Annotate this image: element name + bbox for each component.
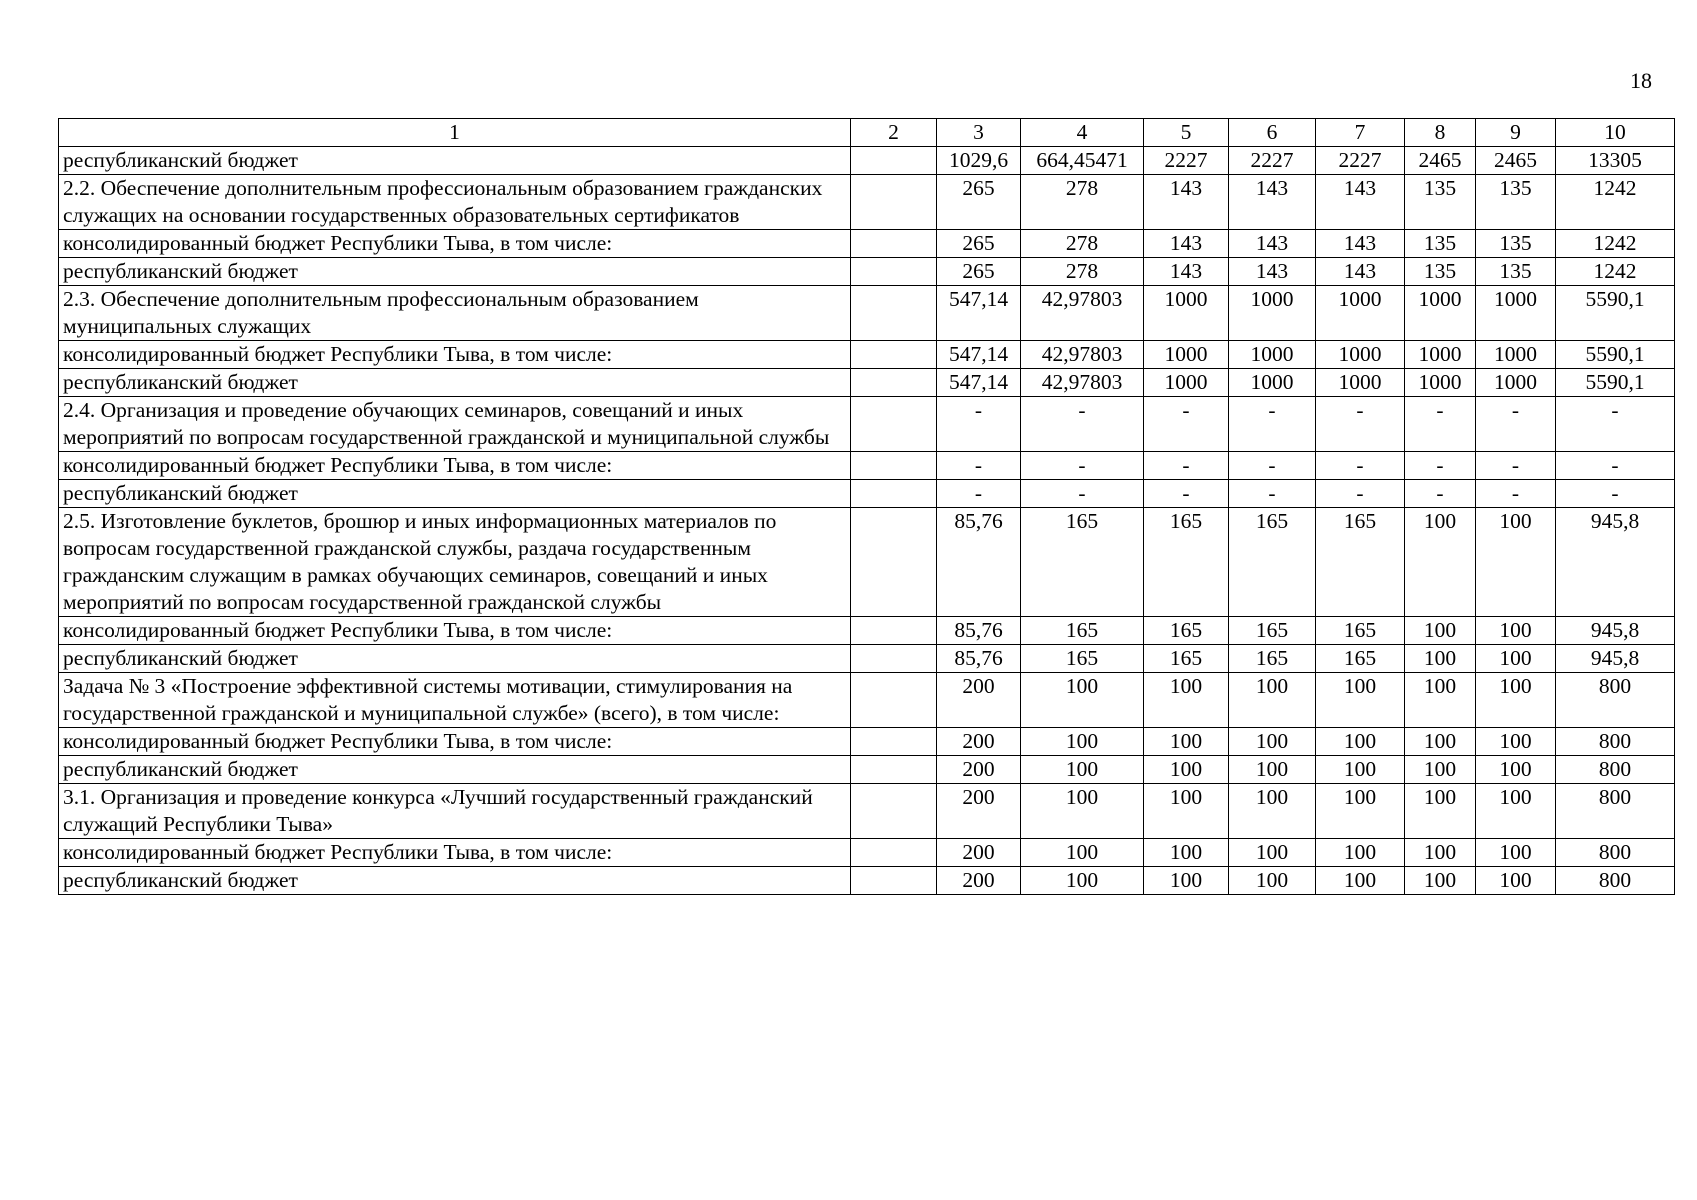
value-cell: 547,14 [937, 341, 1021, 369]
value-cell: 165 [1144, 508, 1229, 617]
value-cell: 100 [1476, 839, 1556, 867]
row-col2 [851, 147, 937, 175]
value-cell: 143 [1316, 230, 1405, 258]
header-cell: 1 [59, 119, 851, 147]
table-row [59, 286, 1675, 341]
value-cell: - [1316, 397, 1405, 452]
value-cell: 100 [1021, 784, 1144, 839]
table-row [59, 230, 1675, 258]
value-cell: 100 [1316, 728, 1405, 756]
value-cell: - [1229, 452, 1316, 480]
value-cell: 2227 [1144, 147, 1229, 175]
value-cell: 135 [1405, 175, 1476, 230]
value-cell: 165 [1229, 508, 1316, 617]
value-cell: 5590,1 [1556, 341, 1675, 369]
value-cell: 100 [1405, 617, 1476, 645]
value-cell: 143 [1144, 258, 1229, 286]
value-cell: 165 [1144, 617, 1229, 645]
value-cell: 100 [1405, 756, 1476, 784]
value-cell: 1242 [1556, 175, 1675, 230]
value-cell: 547,14 [937, 286, 1021, 341]
value-cell: 100 [1476, 784, 1556, 839]
value-cell: 200 [937, 784, 1021, 839]
row-label: консолидированный бюджет Республики Тыва, в том числе: [59, 230, 851, 258]
value-cell: 42,97803 [1021, 369, 1144, 397]
value-cell: 165 [1021, 645, 1144, 673]
value-cell: 100 [1144, 784, 1229, 839]
table-row [59, 617, 1675, 645]
row-col2 [851, 341, 937, 369]
value-cell: 100 [1316, 673, 1405, 728]
header-cell: 9 [1476, 119, 1556, 147]
table-row [59, 452, 1675, 480]
header-cell: 2 [851, 119, 937, 147]
row-label: республиканский бюджет [59, 147, 851, 175]
value-cell: 135 [1405, 258, 1476, 286]
value-cell: 100 [1229, 867, 1316, 895]
row-label: консолидированный бюджет Республики Тыва, в том числе: [59, 341, 851, 369]
value-cell: 200 [937, 867, 1021, 895]
value-cell: 265 [937, 175, 1021, 230]
value-cell: 42,97803 [1021, 341, 1144, 369]
value-cell: 1000 [1316, 286, 1405, 341]
value-cell: - [1144, 480, 1229, 508]
row-label: консолидированный бюджет Республики Тыва, в том числе: [59, 617, 851, 645]
row-col2 [851, 369, 937, 397]
value-cell: - [937, 480, 1021, 508]
value-cell: 100 [1405, 508, 1476, 617]
value-cell: 165 [1316, 617, 1405, 645]
header-cell: 5 [1144, 119, 1229, 147]
value-cell: 100 [1021, 728, 1144, 756]
value-cell: 85,76 [937, 645, 1021, 673]
row-label: республиканский бюджет [59, 867, 851, 895]
value-cell: 2465 [1476, 147, 1556, 175]
row-label: республиканский бюджет [59, 369, 851, 397]
value-cell: 100 [1021, 756, 1144, 784]
value-cell: 100 [1229, 673, 1316, 728]
header-cell: 7 [1316, 119, 1405, 147]
row-label: 2.3. Обеспечение дополнительным профессиональным образованием муниципальных служащих [59, 286, 851, 341]
value-cell: 1242 [1556, 230, 1675, 258]
row-label: республиканский бюджет [59, 756, 851, 784]
row-col2 [851, 867, 937, 895]
value-cell: 100 [1316, 867, 1405, 895]
value-cell: 1000 [1229, 369, 1316, 397]
value-cell: 945,8 [1556, 508, 1675, 617]
table-row [59, 867, 1675, 895]
value-cell: 100 [1405, 728, 1476, 756]
value-cell: - [1229, 397, 1316, 452]
value-cell: 800 [1556, 673, 1675, 728]
value-cell: 100 [1476, 756, 1556, 784]
value-cell: 100 [1144, 756, 1229, 784]
value-cell: 1000 [1316, 369, 1405, 397]
value-cell: 143 [1229, 258, 1316, 286]
value-cell: 85,76 [937, 508, 1021, 617]
value-cell: 135 [1405, 230, 1476, 258]
value-cell: 1000 [1144, 369, 1229, 397]
value-cell: 5590,1 [1556, 369, 1675, 397]
value-cell: - [1316, 452, 1405, 480]
value-cell: 165 [1316, 645, 1405, 673]
value-cell: 1000 [1476, 341, 1556, 369]
value-cell: - [1476, 452, 1556, 480]
value-cell: 800 [1556, 728, 1675, 756]
value-cell: 200 [937, 728, 1021, 756]
value-cell: 85,76 [937, 617, 1021, 645]
value-cell: - [1405, 397, 1476, 452]
value-cell: 1000 [1405, 286, 1476, 341]
header-cell: 8 [1405, 119, 1476, 147]
table-row [59, 784, 1675, 839]
value-cell: 1000 [1405, 369, 1476, 397]
row-label: 2.2. Обеспечение дополнительным профессиональным образованием гражданских служащих на основании государственных образовательных сертификатов [59, 175, 851, 230]
row-col2 [851, 175, 937, 230]
header-cell: 3 [937, 119, 1021, 147]
value-cell: 100 [1144, 867, 1229, 895]
value-cell: - [1229, 480, 1316, 508]
value-cell: 1000 [1144, 341, 1229, 369]
table-row [59, 369, 1675, 397]
value-cell: 945,8 [1556, 645, 1675, 673]
row-label: Задача № 3 «Построение эффективной системы мотивации, стимулирования на государственной гражданской и муниципальной службе» (всего), в том числе: [59, 673, 851, 728]
table-row [59, 756, 1675, 784]
row-col2 [851, 286, 937, 341]
value-cell: 165 [1021, 617, 1144, 645]
table-row [59, 175, 1675, 230]
value-cell: 100 [1021, 673, 1144, 728]
row-label: 3.1. Организация и проведение конкурса «Лучший государственный гражданский служащий Республики Тыва» [59, 784, 851, 839]
table-row [59, 480, 1675, 508]
row-col2 [851, 617, 937, 645]
value-cell: - [937, 397, 1021, 452]
value-cell: 100 [1476, 728, 1556, 756]
value-cell: 278 [1021, 230, 1144, 258]
header-row [59, 119, 1675, 147]
value-cell: 100 [1144, 839, 1229, 867]
value-cell: - [1476, 480, 1556, 508]
row-label: консолидированный бюджет Республики Тыва, в том числе: [59, 839, 851, 867]
value-cell: 547,14 [937, 369, 1021, 397]
value-cell: 143 [1316, 175, 1405, 230]
table-row [59, 341, 1675, 369]
value-cell: 100 [1405, 645, 1476, 673]
value-cell: 100 [1316, 839, 1405, 867]
table-row [59, 728, 1675, 756]
value-cell: 2465 [1405, 147, 1476, 175]
value-cell: 100 [1476, 867, 1556, 895]
value-cell: 100 [1405, 673, 1476, 728]
table-row [59, 645, 1675, 673]
value-cell: 945,8 [1556, 617, 1675, 645]
table-row [59, 673, 1675, 728]
row-col2 [851, 645, 937, 673]
value-cell: 100 [1316, 756, 1405, 784]
value-cell: - [1021, 452, 1144, 480]
header-cell: 4 [1021, 119, 1144, 147]
value-cell: 100 [1476, 617, 1556, 645]
value-cell: 100 [1021, 867, 1144, 895]
value-cell: - [1021, 397, 1144, 452]
value-cell: 143 [1144, 175, 1229, 230]
value-cell: 200 [937, 839, 1021, 867]
value-cell: - [1144, 452, 1229, 480]
value-cell: 800 [1556, 839, 1675, 867]
row-col2 [851, 756, 937, 784]
row-col2 [851, 452, 937, 480]
value-cell: 165 [1316, 508, 1405, 617]
row-col2 [851, 258, 937, 286]
value-cell: 165 [1144, 645, 1229, 673]
value-cell: 143 [1229, 230, 1316, 258]
row-col2 [851, 230, 937, 258]
row-label: консолидированный бюджет Республики Тыва, в том числе: [59, 728, 851, 756]
value-cell: 143 [1144, 230, 1229, 258]
budget-table [58, 118, 1675, 895]
value-cell: 265 [937, 258, 1021, 286]
value-cell: 1000 [1476, 369, 1556, 397]
value-cell: 200 [937, 673, 1021, 728]
value-cell: 135 [1476, 258, 1556, 286]
table-row [59, 147, 1675, 175]
value-cell: 800 [1556, 784, 1675, 839]
value-cell: 1242 [1556, 258, 1675, 286]
row-col2 [851, 728, 937, 756]
value-cell: 100 [1021, 839, 1144, 867]
value-cell: 165 [1229, 617, 1316, 645]
value-cell: - [1021, 480, 1144, 508]
value-cell: 13305 [1556, 147, 1675, 175]
value-cell: 100 [1476, 673, 1556, 728]
row-label: консолидированный бюджет Республики Тыва, в том числе: [59, 452, 851, 480]
table-body [59, 147, 1675, 895]
row-label: республиканский бюджет [59, 645, 851, 673]
value-cell: 100 [1405, 867, 1476, 895]
value-cell: 2227 [1316, 147, 1405, 175]
value-cell: 1000 [1144, 286, 1229, 341]
value-cell: 200 [937, 756, 1021, 784]
value-cell: 265 [937, 230, 1021, 258]
header-cell: 6 [1229, 119, 1316, 147]
row-col2 [851, 673, 937, 728]
page-number: 18 [1630, 68, 1652, 93]
row-label: республиканский бюджет [59, 480, 851, 508]
value-cell: 100 [1229, 839, 1316, 867]
value-cell: 100 [1316, 784, 1405, 839]
value-cell: 165 [1229, 645, 1316, 673]
value-cell: 800 [1556, 867, 1675, 895]
value-cell: 100 [1476, 508, 1556, 617]
row-col2 [851, 839, 937, 867]
value-cell: 1000 [1316, 341, 1405, 369]
value-cell: 100 [1405, 784, 1476, 839]
value-cell: 100 [1144, 673, 1229, 728]
row-col2 [851, 480, 937, 508]
row-col2 [851, 784, 937, 839]
value-cell: 165 [1021, 508, 1144, 617]
value-cell: 1029,6 [937, 147, 1021, 175]
value-cell: 100 [1476, 645, 1556, 673]
value-cell: 100 [1229, 784, 1316, 839]
value-cell: 664,45471 [1021, 147, 1144, 175]
table-row [59, 839, 1675, 867]
value-cell: - [1556, 452, 1675, 480]
row-label: 2.4. Организация и проведение обучающих семинаров, совещаний и иных мероприятий по вопросам государственной гражданской и муниципальной службы [59, 397, 851, 452]
value-cell: 1000 [1229, 341, 1316, 369]
table-row [59, 508, 1675, 617]
value-cell: 143 [1229, 175, 1316, 230]
value-cell: 135 [1476, 175, 1556, 230]
table-row [59, 258, 1675, 286]
value-cell: - [1405, 480, 1476, 508]
value-cell: - [1144, 397, 1229, 452]
value-cell: 135 [1476, 230, 1556, 258]
value-cell: 1000 [1405, 341, 1476, 369]
row-label: 2.5. Изготовление буклетов, брошюр и иных информационных материалов по вопросам государственной гражданской службы, раздача государственным гражданским служащим в рамках обучающих семинаров, совещаний и иных мероприятий по вопросам государственной гражданской службы [59, 508, 851, 617]
value-cell: 1000 [1229, 286, 1316, 341]
value-cell: - [1476, 397, 1556, 452]
value-cell: 2227 [1229, 147, 1316, 175]
row-col2 [851, 508, 937, 617]
value-cell: 42,97803 [1021, 286, 1144, 341]
value-cell: 278 [1021, 258, 1144, 286]
value-cell: 100 [1229, 728, 1316, 756]
value-cell: 5590,1 [1556, 286, 1675, 341]
value-cell: 100 [1229, 756, 1316, 784]
value-cell: 100 [1405, 839, 1476, 867]
value-cell: - [1405, 452, 1476, 480]
row-col2 [851, 397, 937, 452]
value-cell: - [1316, 480, 1405, 508]
value-cell: 800 [1556, 756, 1675, 784]
value-cell: - [937, 452, 1021, 480]
value-cell: 143 [1316, 258, 1405, 286]
value-cell: - [1556, 480, 1675, 508]
value-cell: 1000 [1476, 286, 1556, 341]
row-label: республиканский бюджет [59, 258, 851, 286]
value-cell: 278 [1021, 175, 1144, 230]
value-cell: - [1556, 397, 1675, 452]
table-row [59, 397, 1675, 452]
value-cell: 100 [1144, 728, 1229, 756]
header-cell: 10 [1556, 119, 1675, 147]
